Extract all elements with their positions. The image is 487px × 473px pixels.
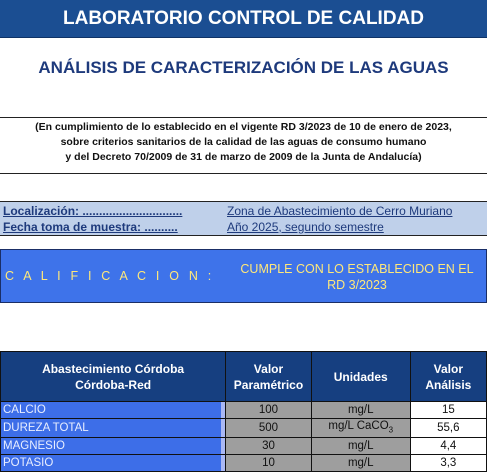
units-text: mg/L CaCO <box>328 420 389 432</box>
value-header-line: Valor <box>433 361 464 376</box>
legal-note <box>0 117 487 174</box>
table-row <box>1 438 487 455</box>
analysis-value: 55,6 <box>410 419 486 438</box>
calificacion-result-line: RD 3/2023 <box>327 278 387 292</box>
lab-title-banner <box>0 0 487 38</box>
page-subtitle: ANÁLISIS DE CARACTERIZACIÓN DE LAS AGUAS <box>38 58 449 77</box>
legal-note-line: (En cumplimiento de lo establecido en el vigente RD 3/2023 de 10 de enero de 2023, <box>35 121 452 133</box>
param-value: 10 <box>226 455 312 472</box>
sample-date-label: Fecha toma de muestra: .......... <box>3 220 178 234</box>
units-cell: mg/L <box>311 402 410 419</box>
calificacion-result-line: CUMPLE CON LO ESTABLECIDO EN EL <box>240 262 474 276</box>
supply-header-line: Córdoba-Red <box>75 377 152 392</box>
param-value: 30 <box>226 438 312 455</box>
sample-info-panel <box>0 201 487 236</box>
param-value: 100 <box>226 402 312 419</box>
analysis-table <box>0 351 487 472</box>
lab-title: LABORATORIO CONTROL DE CALIDAD <box>63 8 424 29</box>
units-header: Unidades <box>311 352 410 402</box>
legal-note-line: y del Decreto 70/2009 de 31 de marzo de 2009 de la Junta de Andalucía) <box>65 151 422 163</box>
location-value[interactable]: Zona de Abastecimiento de Cerro Muriano <box>227 204 453 218</box>
units-cell: mg/L <box>311 438 410 455</box>
location-label: Localización: .............................. <box>3 204 183 218</box>
table-row <box>1 402 487 419</box>
value-header-line: Análisis <box>425 377 472 392</box>
param-header-line: Valor <box>253 361 284 376</box>
parameter-name: CALCIO <box>1 402 222 419</box>
calificacion-label: C A L I F I C A C I O N : <box>5 269 215 283</box>
param-header-line: Paramétrico <box>233 377 304 392</box>
value-header <box>410 352 486 402</box>
analysis-value: 15 <box>410 402 486 419</box>
parameter-name: DUREZA TOTAL <box>1 419 222 438</box>
units-cell <box>311 419 410 438</box>
legal-note-line: sobre criterios sanitarios de la calidad de las aguas de consumo humano <box>60 136 427 148</box>
parameter-name: POTASIO <box>1 455 222 472</box>
supply-header <box>1 352 226 402</box>
table-header-row <box>1 352 487 402</box>
units-cell: mg/L <box>311 455 410 472</box>
param-header <box>226 352 312 402</box>
table-row <box>1 419 487 438</box>
units-subscript: 3 <box>388 425 394 435</box>
table-row <box>1 455 487 472</box>
param-value: 500 <box>226 419 312 438</box>
calificacion-panel <box>0 249 487 303</box>
analysis-value: 3,3 <box>410 455 486 472</box>
analysis-value: 4,4 <box>410 438 486 455</box>
sample-date-value[interactable]: Año 2025, segundo semestre <box>227 220 384 234</box>
supply-header-line: Abastecimiento Córdoba <box>42 361 185 376</box>
calificacion-result <box>226 261 487 293</box>
parameter-name: MAGNESIO <box>1 438 222 455</box>
